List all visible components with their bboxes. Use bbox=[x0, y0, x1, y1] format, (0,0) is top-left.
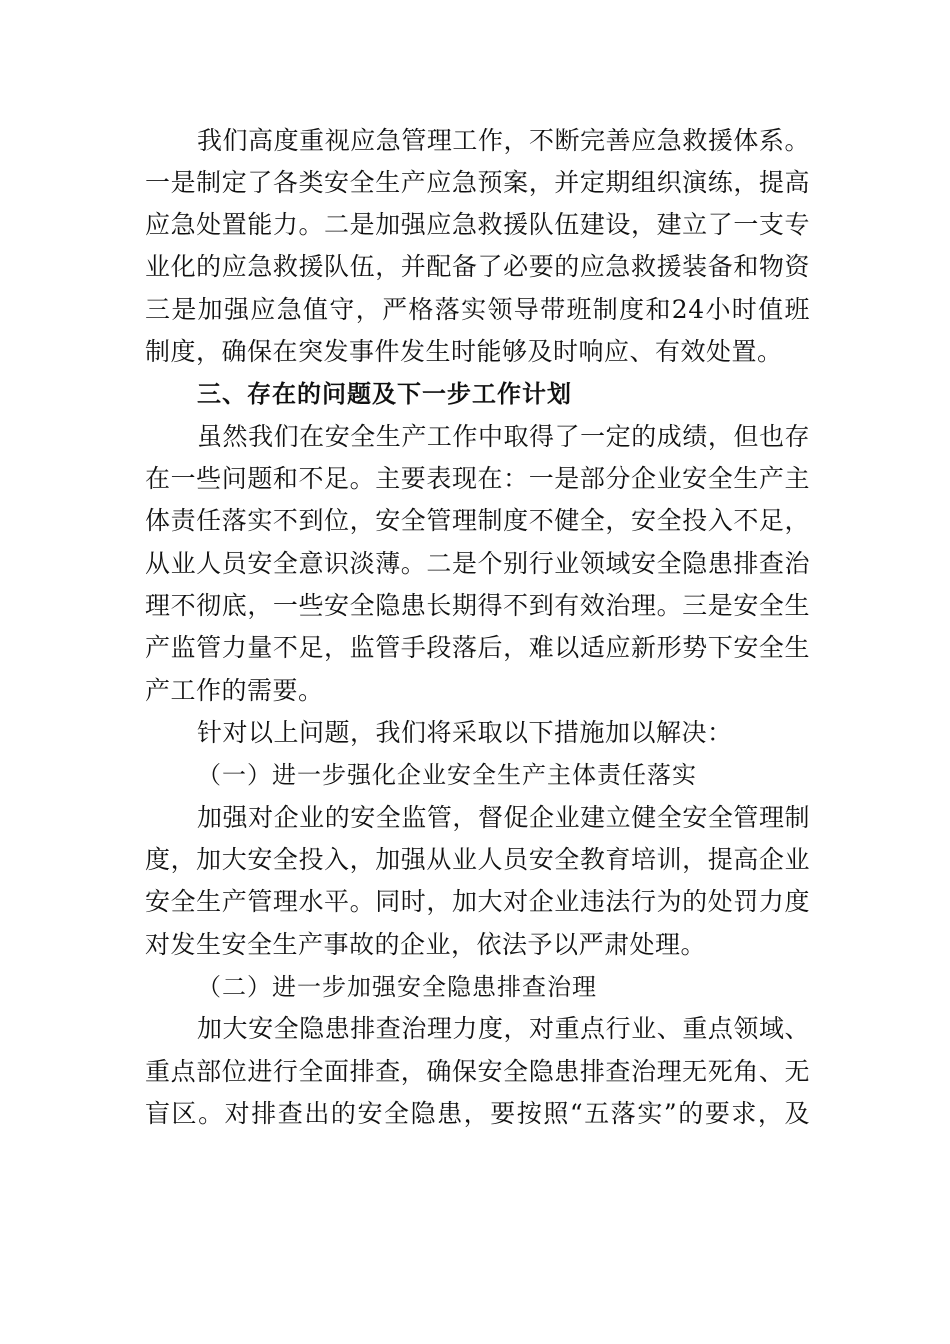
paragraph-problems-line-4: 从业人员安全意识淡薄。二是个别行业领域安全隐患排查治 bbox=[145, 549, 810, 578]
paragraph-measure-1-line-4: 对发生安全生产事故的企业，依法予以严肃处理。 bbox=[145, 930, 707, 959]
paragraph-emergency-line-2: 一是制定了各类安全生产应急预案，并定期组织演练，提高 bbox=[145, 168, 810, 197]
paragraph-measure-2-line-2: 重点部位进行全面排查，确保安全隐患排查治理无死角、无 bbox=[145, 1057, 810, 1086]
paragraph-problems-line-7: 产工作的需要。 bbox=[145, 676, 324, 705]
paragraph-measure-1-line-3: 安全生产管理水平。同时，加大对企业违法行为的处罚力度 bbox=[145, 887, 810, 916]
paragraph-measure-1-line-2: 度，加大安全投入，加强从业人员安全教育培训，提高企业 bbox=[145, 845, 810, 874]
paragraph-measure-1-line-1: 加强对企业的安全监管，督促企业建立健全安全管理制 bbox=[197, 803, 810, 832]
paragraph-emergency-line-3: 应急处置能力。二是加强应急救援队伍建设，建立了一支专 bbox=[145, 210, 810, 239]
paragraph-emergency-line-5: 三是加强应急值守，严格落实领导带班制度和24小时值班 bbox=[145, 295, 810, 324]
section-heading-problems-plan: 三、存在的问题及下一步工作计划 bbox=[197, 380, 572, 408]
paragraph-problems-line-2: 在一些问题和不足。主要表现在：一是部分企业安全生产主 bbox=[145, 464, 810, 493]
paragraph-measure-2-line-3: 盲区。对排查出的安全隐患，要按照“五落实”的要求，及 bbox=[145, 1099, 810, 1128]
paragraph-emergency-line-1: 我们高度重视应急管理工作，不断完善应急救援体系。 bbox=[197, 126, 810, 155]
paragraph-emergency-line-6: 制度，确保在突发事件发生时能够及时响应、有效处置。 bbox=[145, 337, 783, 366]
paragraph-problems-line-3: 体责任落实不到位，安全管理制度不健全，安全投入不足， bbox=[145, 506, 810, 535]
paragraph-problems-line-1: 虽然我们在安全生产工作中取得了一定的成绩，但也存 bbox=[197, 422, 810, 451]
subheading-measure-1: （一）进一步强化企业安全生产主体责任落实 bbox=[197, 761, 697, 789]
paragraph-problems-line-6: 产监管力量不足，监管手段落后，难以适应新形势下安全生 bbox=[145, 633, 810, 662]
paragraph-measures-intro: 针对以上问题，我们将采取以下措施加以解决： bbox=[197, 718, 733, 747]
paragraph-problems-line-5: 理不彻底，一些安全隐患长期得不到有效治理。三是安全生 bbox=[145, 591, 810, 620]
paragraph-emergency-line-4: 业化的应急救援队伍，并配备了必要的应急救援装备和物资 bbox=[145, 252, 810, 281]
paragraph-measure-2-line-1: 加大安全隐患排查治理力度，对重点行业、重点领域、 bbox=[197, 1014, 810, 1043]
subheading-measure-2: （二）进一步加强安全隐患排查治理 bbox=[197, 973, 597, 1001]
